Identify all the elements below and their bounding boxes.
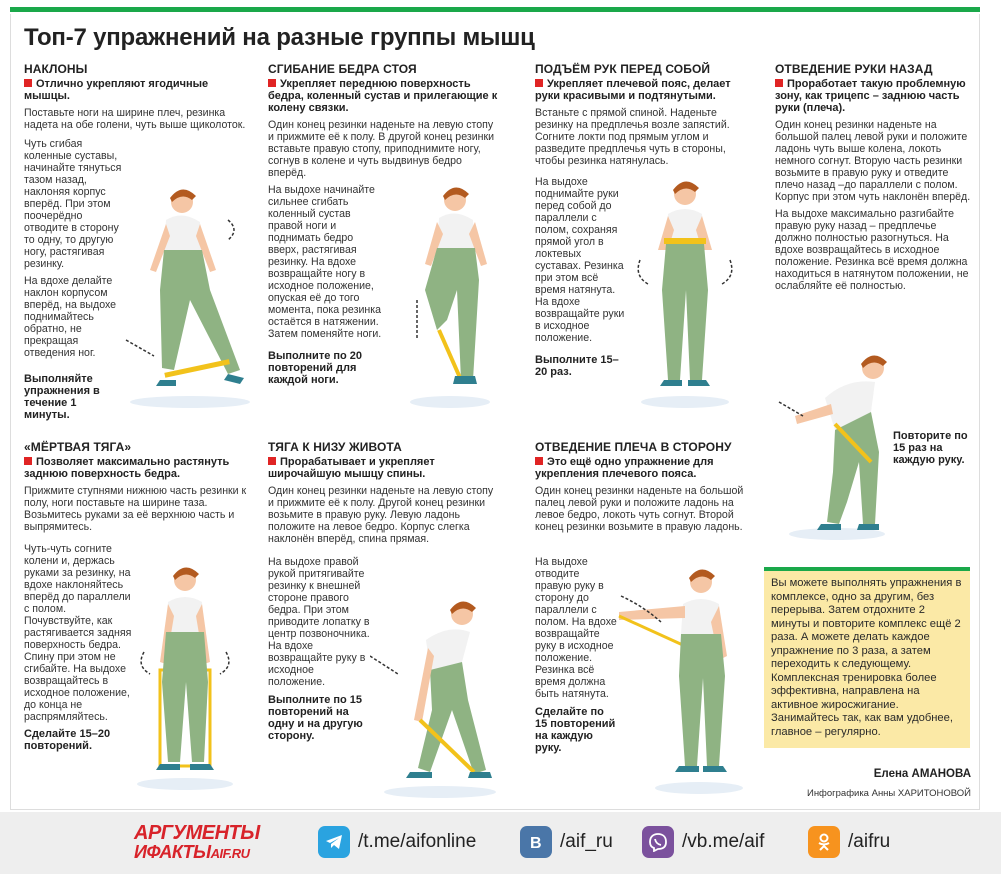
figure-otvedenie-ruki xyxy=(775,352,895,542)
section-text: На выдохе отводите правую руку в сторону до параллели с полом. На вдохе возвращайте руку в исходное положение. Резинка всё время должна быть натянута. xyxy=(535,556,617,700)
svg-text:В: В xyxy=(530,835,542,852)
section-text: Прижмите ступнями нижнюю часть резинки к полу, ноги поставьте на ширине таза. Возьмитесь руками за её верхнюю часть и выпрямитесь. xyxy=(24,485,247,533)
logo-domain: AIF.RU xyxy=(210,846,250,861)
section-lead: Укрепляет плечевой пояс, делает руки красивыми и подтянутыми. xyxy=(535,78,731,102)
section-tyaga-k-zhivotu xyxy=(268,440,498,550)
viber-link-text: /vb.me/aif xyxy=(682,831,765,852)
figure-sgibanie xyxy=(395,180,505,410)
section-lead: Прорабатывает и укрепляет широчайшую мышцу спины. xyxy=(268,456,435,480)
vk-icon xyxy=(520,826,552,858)
section-podyom-col xyxy=(535,176,627,378)
section-text: Встаньте с прямой спиной. Наденьте резинку на предплечья возле запястий. Согните локти под прямым углом и разведите предплечья чуть в стороны, чтобы резинка натянулась. xyxy=(535,107,730,167)
aif-logo[interactable] xyxy=(134,824,284,864)
section-instruction: Выполняйте упражнения в течение 1 минуты. xyxy=(24,373,100,421)
bullet-square-icon xyxy=(24,79,32,87)
section-lead: Укрепляет переднюю поверхность бедра, коленный сустав и прилегающие к колену связки. xyxy=(268,78,498,114)
section-naklony-col xyxy=(24,138,124,421)
section-instruction: Выполните по 15 повторений на одну и на другую сторону. xyxy=(268,694,363,742)
section-text: На выдохе начинайте сильнее сгибать коленный сустав правой ноги и поднимать бедро вверх, растягивая резинку. На вдохе возвращайте ногу в исходное положение, опуская её до того момента, пока резинка остаётся в натяжении. Затем поменяйте ноги. xyxy=(268,184,382,340)
section-text: Один конец резинки наденьте на большой палец левой руки и положите ладонь чуть выше колена, локоть немного согнут. Вторую часть резинки возьмите в правую руку и отведите плечо назад –до параллели с полом. Корпус при этом чуть наклонён вперёд. xyxy=(775,119,971,203)
figure-mertvaya-tyaga xyxy=(130,562,240,792)
section-lead: Проработает такую проблемную зону, как трицепс – заднюю часть руки (плеча). xyxy=(775,78,966,114)
ok-link-text: /aifru xyxy=(848,831,891,852)
section-text: Один конец резинки наденьте на левую стопу и прижмите её к полу. В другой конец резинки вставьте правую стопу, приподнимите ногу, согнув в колене и чуть выдвинув бедро вперёд. xyxy=(268,119,495,179)
section-instruction: Сделайте 15–20 повторений. xyxy=(24,728,111,752)
bullet-square-icon xyxy=(268,457,276,465)
section-instruction: Выполните по 20 повторений для каждой ноги. xyxy=(268,350,363,386)
section-text: Чуть сгибая коленные суставы, начинайте тянуться тазом назад, наклоняя корпус вперёд. При этом поочерёдно отводите в сторону то одну, то другую ногу, растягивая резинку. xyxy=(24,138,122,270)
vk-link[interactable] xyxy=(520,826,613,858)
section-text: На выдохе правой рукой притягивайте резинку к внешней стороне правого бедра. При этом приводите лопатку в центр позвоночника. На вдохе возвращайте руку в исходное положение. xyxy=(268,556,370,688)
figure-tyaga-k-zhivotu xyxy=(370,600,500,800)
tip-note-box: Вы можете выполнять упражнения в комплексе, одно за другим, без перерыва. Затем отдохните 2 минуты и повторите комплекс ещё 2 раза. А можете делать каждое упражнение по 3 раза, а затем переходить к следующему. Комплексная тренировка более эффективна, направлена на активное жиросжигание. Занимайтесь так, как вам удобнее, главное – регулярно. xyxy=(764,567,970,748)
section-instruction: Повторите по 15 раз на каждую руку. xyxy=(893,430,968,466)
section-lead: Это ещё одно упражнение для укрепления плечевого пояса. xyxy=(535,456,714,480)
footer-bar xyxy=(0,812,1001,874)
section-heading: ОТВЕДЕНИЕ РУКИ НАЗАД xyxy=(775,62,933,76)
page-title: Топ-7 упражнений на разные группы мышц xyxy=(24,24,535,51)
section-heading: ОТВЕДЕНИЕ ПЛЕЧА В СТОРОНУ xyxy=(535,440,732,454)
figure-otvedenie-plecha xyxy=(615,566,755,796)
section-text: На выдохе поднимайте руки перед собой до параллели с полом, сохраняя прямой угол в локтевых суставах. Резинка при этом всё время натянута. На вдохе возвращайте руки в исходное положение. xyxy=(535,176,625,344)
section-podyom xyxy=(535,62,747,172)
section-text: Чуть-чуть согните колени и, держась руками за резинку, на вдохе наклоняйтесь вперёд до параллели с полом. Почувствуйте, как растягивается задняя поверхность бедра. Спину при этом не сгибайте. На выдохе возвращайтесь в исходное положение, до конца не распрямляйтесь. xyxy=(24,543,132,723)
section-instruction: Сделайте по 15 повторений на каждую руку. xyxy=(535,706,616,754)
section-otvedenie-plecha xyxy=(535,440,750,538)
bullet-square-icon xyxy=(268,79,276,87)
section-heading: «МЁРТВАЯ ТЯГА» xyxy=(24,440,132,454)
telegram-link[interactable] xyxy=(318,826,476,858)
section-instruction: Выполните 15–20 раз. xyxy=(535,354,619,378)
section-lead: Позволяет максимально растянуть заднюю поверхность бедра. xyxy=(24,456,230,480)
section-otvedenie-ruki-note xyxy=(893,430,973,466)
section-heading: ПОДЪЁМ РУК ПЕРЕД СОБОЙ xyxy=(535,62,711,76)
figure-podyom xyxy=(630,180,740,410)
viber-icon xyxy=(642,826,674,858)
section-sgibanie xyxy=(268,62,498,184)
section-text: На выдохе максимально разгибайте правую руку назад – предплечье должно полностью разогнуться. На вдохе возвращайтесь в исходное положение. Резинка всё время должна находиться в натянутом положении, не ослабляйте её полностью. xyxy=(775,208,969,292)
section-lead: Отлично укрепляют ягодичные мышцы. xyxy=(24,78,209,102)
ok-icon xyxy=(808,826,840,858)
figure-naklony xyxy=(120,180,260,410)
telegram-link-text: /t.me/aifonline xyxy=(358,831,477,852)
section-tyaga-k-zhivotu-col xyxy=(268,556,370,742)
bullet-square-icon xyxy=(535,79,543,87)
top-accent-bar xyxy=(10,7,980,12)
logo-line2: ИФАКТЫAIF.RU xyxy=(134,842,250,862)
logo-line1: АРГУМЕНТЫ xyxy=(134,822,260,844)
section-mertvaya-tyaga xyxy=(24,440,254,538)
telegram-icon xyxy=(318,826,350,858)
section-heading: ТЯГА К НИЗУ ЖИВОТА xyxy=(268,440,402,454)
section-heading: СГИБАНИЕ БЕДРА СТОЯ xyxy=(268,62,417,76)
section-mertvaya-tyaga-col xyxy=(24,543,132,752)
section-heading: НАКЛОНЫ xyxy=(24,62,88,76)
section-text: Один конец резинки наденьте на левую стопу и прижмите её к полу. Другой конец резинки возьмите в правую руку. Левую ладонь положите на левое бедро. Корпус слегка наклонён вперёд, спина прямая. xyxy=(268,485,494,545)
author-name: Елена АМАНОВА xyxy=(873,768,971,780)
viber-link[interactable] xyxy=(642,826,764,858)
section-otvedenie-plecha-col xyxy=(535,556,617,754)
section-naklony xyxy=(24,62,252,136)
section-sgibanie-col xyxy=(268,184,386,386)
bullet-square-icon xyxy=(24,457,32,465)
section-text: На вдохе делайте наклон корпусом вперёд, на выдохе поднимайтесь обратно, не прекращая отведения ног. xyxy=(24,275,117,359)
infographic-credit: Инфографика Анны ХАРИТОНОВОЙ xyxy=(806,788,971,799)
bullet-square-icon xyxy=(775,79,783,87)
ok-link[interactable] xyxy=(808,826,890,858)
vk-link-text: /aif_ru xyxy=(560,831,613,852)
section-text: Поставьте ноги на ширине плеч, резинка надета на обе голени, чуть выше щиколоток. xyxy=(24,107,246,131)
section-text: Один конец резинки наденьте на большой палец левой руки и положите ладонь на левое бедро, локоть чуть согнут. Второй конец резинки возьмите в правую ладонь. xyxy=(535,485,744,533)
section-otvedenie-ruki xyxy=(775,62,975,297)
bullet-square-icon xyxy=(535,457,543,465)
